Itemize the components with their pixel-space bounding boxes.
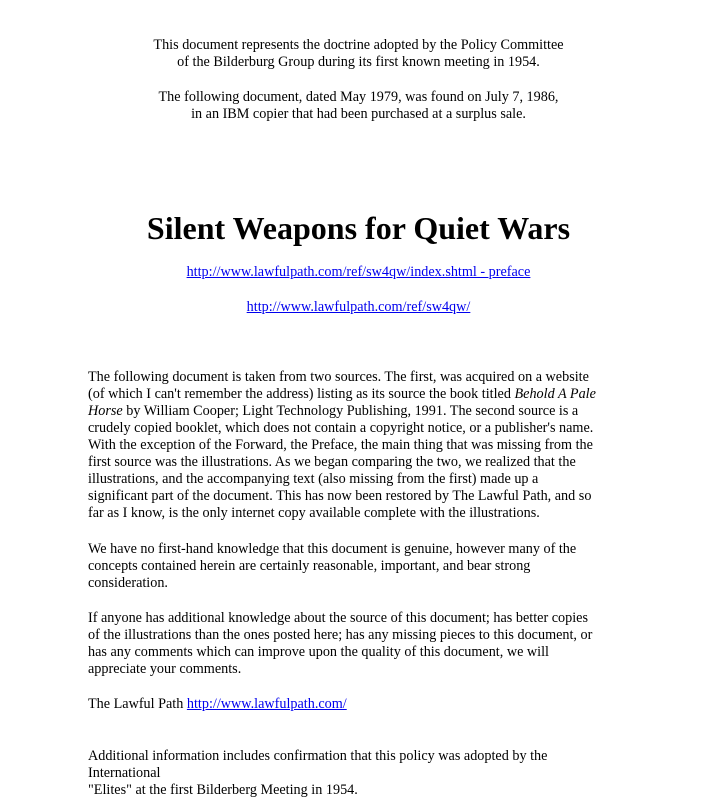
paragraph-sources — [88, 369, 648, 522]
book-title-part: Behold A Pale — [514, 386, 596, 402]
paragraph-line: consideration. — [88, 575, 168, 591]
paragraph-line: far as I know, is the only internet copy available complete with the illustrations. — [88, 505, 540, 521]
source-link-line — [0, 299, 717, 316]
paragraph-line: illustrations, and the accompanying text (also missing from the first) made up a — [88, 471, 539, 487]
text-run: (of which I can't remember the address) listing as its source the book titled — [88, 386, 515, 402]
preface-link[interactable]: http://www.lawfulpath.com/ref/sw4qw/index.shtml - preface — [186, 264, 531, 280]
paragraph-line: concepts contained herein are certainly reasonable, important, and bear strong — [88, 558, 531, 574]
paragraph-line: International — [88, 765, 161, 781]
document-title: Silent Weapons for Quiet Wars — [146, 210, 571, 246]
signature-line — [88, 696, 648, 713]
paragraph-knowledge — [88, 541, 648, 592]
paragraph-line: first source was the illustrations. As we began comparing the two, we realized that the — [88, 454, 576, 470]
paragraph-request — [88, 610, 648, 678]
paragraph-line: The following document is taken from two sources. The first, was acquired on a website — [88, 369, 589, 385]
paragraph-line: of the illustrations than the ones posted here; has any missing pieces to this document, or — [88, 627, 593, 643]
paragraph-line: has any comments which can improve upon the quality of this document, we will — [88, 644, 549, 660]
intro-line-1: This document represents the doctrine adopted by the Policy Committee — [153, 37, 564, 53]
signature-label: The Lawful Path — [88, 696, 187, 712]
paragraph-line: If anyone has additional knowledge about the source of this document; has better copies — [88, 610, 588, 626]
paragraph-line — [88, 386, 648, 403]
intro-line-3: The following document, dated May 1979, was found on July 7, 1986, — [158, 89, 559, 105]
paragraph-line: appreciate your comments. — [88, 661, 242, 677]
paragraph-line: "Elites" at the first Bilderberg Meeting in 1954. — [88, 782, 358, 798]
paragraph-line: We have no first-hand knowledge that this document is genuine, however many of the — [88, 541, 577, 557]
paragraph-line — [88, 403, 648, 420]
paragraph-line: crudely copied booklet, which does not contain a copyright notice, or a publisher's name. — [88, 420, 594, 436]
text-run: by William Cooper; Light Technology Publishing, 1991. The second source is a — [122, 403, 579, 419]
signature-row — [88, 696, 648, 713]
intro-line-2: of the Bilderburg Group during its first known meeting in 1954. — [177, 54, 540, 70]
signature-link[interactable]: http://www.lawfulpath.com/ — [186, 696, 347, 712]
book-title-part: Horse — [88, 403, 123, 419]
preface-link-line — [0, 264, 717, 281]
intro-line-4: in an IBM copier that had been purchased at a surplus sale. — [191, 106, 526, 122]
paragraph-line: significant part of the document. This has now been restored by The Lawful Path, and so — [88, 488, 592, 504]
paragraph-line: Additional information includes confirmation that this policy was adopted by the — [88, 748, 548, 764]
paragraph-line: With the exception of the Forward, the Preface, the main thing that was missing from the — [88, 437, 593, 453]
source-link[interactable]: http://www.lawfulpath.com/ref/sw4qw/ — [246, 299, 471, 315]
paragraph-additional — [88, 748, 648, 799]
